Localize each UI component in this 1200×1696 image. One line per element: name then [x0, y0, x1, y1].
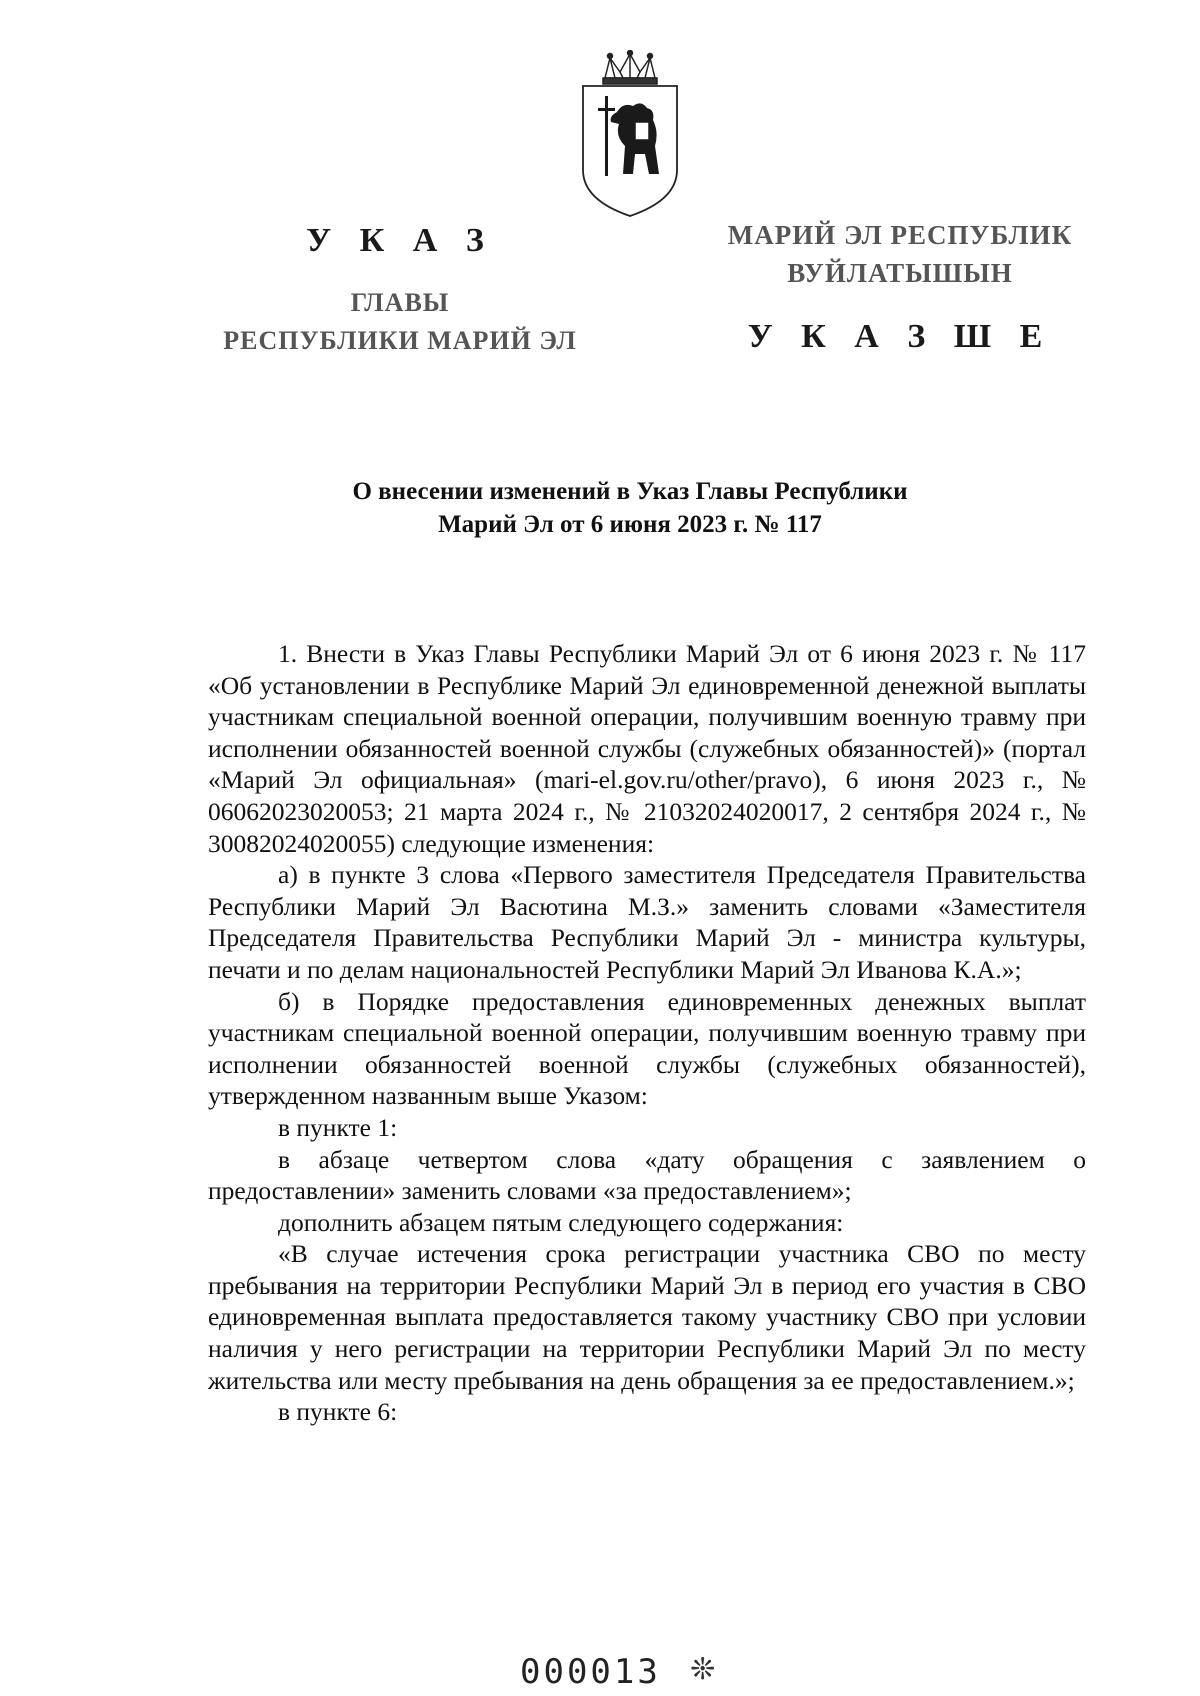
document-title	[200, 475, 1060, 541]
document-body	[208, 638, 1086, 1428]
paragraph-5: в абзаце четвертом слова «дату обращения с заявлением о предоставлении» заменить словами «за предоставлением»;	[208, 1144, 1086, 1206]
title-line-2: Марий Эл от 6 июня 2023 г. № 117	[438, 511, 822, 538]
footer-ornament-icon: ❊	[690, 1652, 716, 1687]
issuer-line-2: РЕСПУБЛИКИ МАРИЙ ЭЛ	[223, 326, 577, 355]
paragraph-4: в пункте 1:	[278, 1112, 398, 1142]
crown-icon	[603, 51, 657, 85]
document-serial-number: 000013	[520, 1652, 661, 1692]
coat-of-arms-emblem	[575, 50, 685, 220]
decree-title-right: У К А З Ш Е	[747, 318, 1053, 355]
title-line-1: О внесении изменений в Указ Главы Республики	[352, 478, 908, 505]
paragraph-7: «В случае истечения срока регистрации участника СВО по месту пребывания на территории Республики Марий Эл в период его участия в СВО единовременная выплата предоставляется такому участнику СВО при условии наличия у него регистрации на территории Республики Марий Эл по месту жительства или месту пребывания на день обращения за ее предоставлением.»;	[208, 1239, 1086, 1395]
issuer-mari-line-2: ВУЙЛАТЫШЫН	[787, 258, 1013, 288]
issuer-line-1: ГЛАВЫ	[350, 288, 450, 317]
paragraph-3: б) в Порядке предоставления единовременных денежных выплат участникам специальной военной операции, получившим военную травму при исполнении обязанностей военной службы (служебных обязанностей), утвержденном названным выше Указом:	[208, 986, 1086, 1111]
paragraph-2: а) в пункте 3 слова «Первого заместителя Председателя Правительства Республики Марий Эл Васютина М.З.» заменить словами «Заместителя Председателя Правительства Республики Марий Эл - министра культуры, печати и по делам национальностей Республики Марий Эл Иванова К.А.»;	[208, 860, 1086, 984]
issuer-mari-line-1: МАРИЙ ЭЛ РЕСПУБЛИК	[727, 220, 1073, 250]
decree-title-left: У К А З	[306, 222, 494, 259]
paragraph-6: дополнить абзацем пятым следующего содержания:	[278, 1207, 844, 1237]
paragraph-1: 1. Внести в Указ Главы Республики Марий Эл от 6 июня 2023 г. № 117 «Об установлении в Республике Марий Эл единовременной денежной выплаты участникам специальной военной операции, получившим военную травму при исполнении обязанностей военной службы (служебных обязанностей)» (портал «Марий Эл официальная» (mari-el.gov.ru/other/pravo), 6 июня 2023 г., № 06062023020053; 21 марта 2024 г., № 21032024020017, 2 сентября 2024 г., № 30082024020055) следующие изменения:	[208, 639, 1086, 858]
paragraph-8: в пункте 6:	[278, 1397, 398, 1427]
